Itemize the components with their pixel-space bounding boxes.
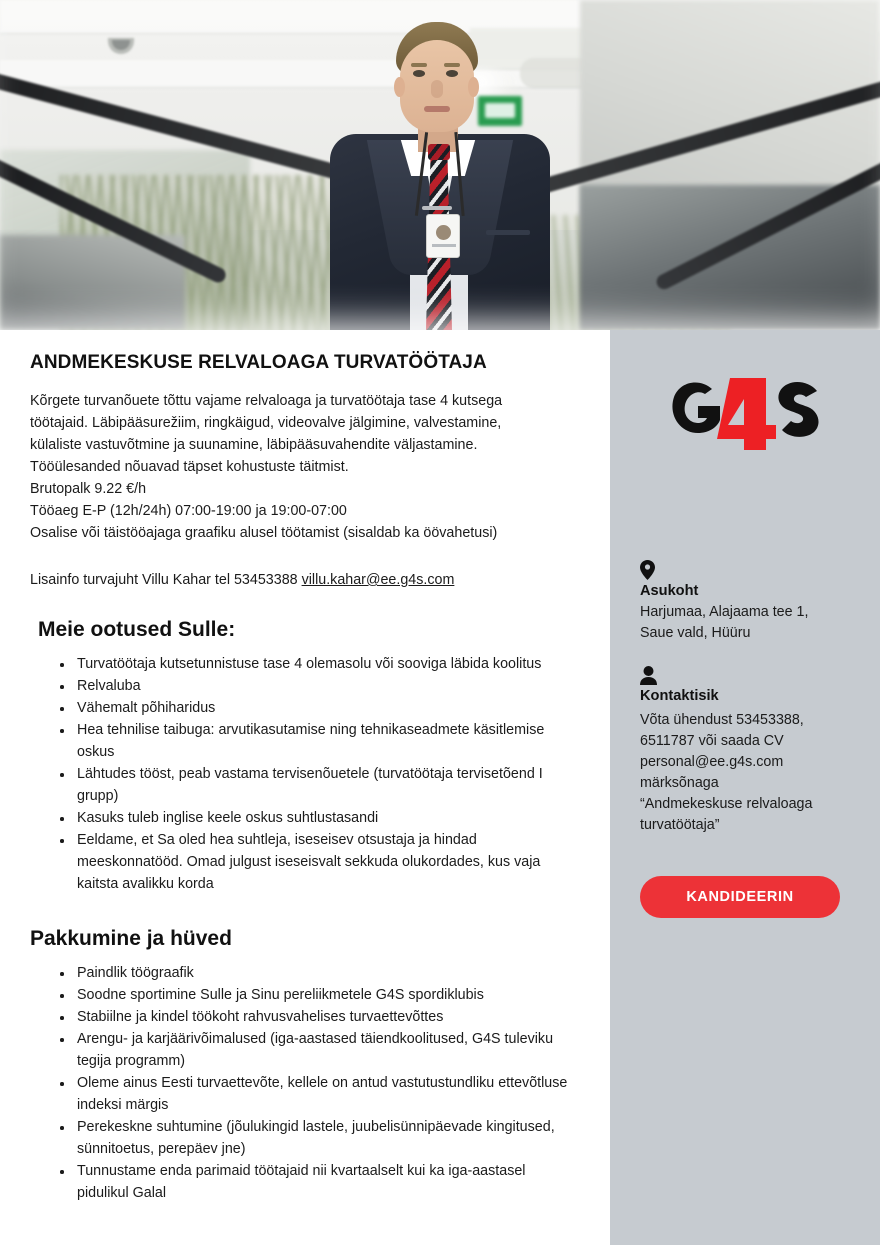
guard-ear (394, 77, 405, 97)
list-item: Eeldame, et Sa oled hea suhtleja, iseseisev otsustaja ja hindad meeskonnatööd. Omad julgust iseseisvalt sekkuda olukordades, kus vaja kaitsta avalikku korda (56, 829, 580, 895)
contact-line: Võta ühendust 53453388, (640, 712, 804, 728)
list-item: Kasuks tuleb inglise keele oskus suhtlustasandi (56, 807, 580, 829)
additional-info-text: Lisainfo turvajuht Villu Kahar tel 53453388 (30, 572, 302, 588)
guard-eyebrow (411, 63, 427, 67)
person-icon (640, 666, 657, 685)
hero-photo (0, 0, 880, 330)
list-item: Tunnustame enda parimaid töötajaid nii kvartaalselt kui ka iga-aastasel pidulikul Galal (56, 1160, 580, 1204)
intro-line: Kõrgete turvanõuete tõttu vajame relvaloaga ja turvatöötaja tase 4 kutsega (30, 393, 503, 409)
guard-tie-knot (428, 144, 450, 160)
contact-details (640, 710, 850, 836)
location-block (640, 560, 850, 644)
list-item: Stabiilne ja kindel töökoht rahvusvahelises turvaettevõttes (56, 1006, 580, 1028)
page-title: ANDMEKESKUSE RELVALOAGA TURVATÖÖTAJA (30, 352, 487, 373)
guard-mouth (424, 106, 450, 112)
list-item: Vähemalt põhiharidus (56, 697, 580, 719)
contact-email-link[interactable]: villu.kahar@ee.g4s.com (301, 572, 455, 588)
intro-paragraph (30, 390, 580, 544)
address-line: Saue vald, Hüüru (640, 625, 751, 641)
list-item: Paindlik töögraafik (56, 962, 580, 984)
additional-info-line (30, 569, 580, 591)
salary-line: Brutopalk 9.22 €/h (30, 481, 147, 497)
location-pin-icon (640, 560, 655, 580)
guard-jacket-pocket (486, 230, 530, 235)
guard-eyebrow (444, 63, 460, 67)
escalator-steps-right (580, 185, 880, 330)
list-item: Arengu- ja karjäärivõimalused (iga-aastased täiendkoolitused, G4S tuleviku tegija programm) (56, 1028, 580, 1072)
contact-block (640, 666, 850, 836)
hero-scene (0, 0, 880, 330)
guard-eye (413, 70, 425, 77)
benefits-list (56, 962, 580, 1204)
list-item: Perekeskne suhtumine (jõulukingid lastele, juubelisünnipäevade kingitused, sünnitoetus, perepäev jne) (56, 1116, 580, 1160)
intro-line: töötajaid. Läbipääsurežiim, ringkäigud, videovalve jälgimine, valvestamine, (30, 415, 502, 431)
content-area (0, 330, 880, 1245)
security-guard-figure (318, 22, 563, 330)
expectations-heading: Meie ootused Sulle: (38, 618, 236, 641)
sidebar (610, 330, 880, 1245)
list-item: Oleme ainus Eesti turvaettevõte, kellele on antud vastutustundliku ettevõtluse indeksi märgis (56, 1072, 580, 1116)
location-address (640, 602, 850, 644)
contact-line: turvatöötaja” (640, 817, 720, 833)
guard-eye (446, 70, 458, 77)
expectations-list (56, 653, 580, 895)
list-item: Soodne sportimine Sulle ja Sinu pereliikmetele G4S spordiklubis (56, 984, 580, 1006)
schedule-line: Osalise või täistööajaga graafiku alusel töötamist (sisaldab ka öövahetusi) (30, 525, 498, 541)
list-item: Relvaluba (56, 675, 580, 697)
list-item: Lähtudes tööst, peab vastama tervisenõuetele (turvatöötaja tervisetõend I grupp) (56, 763, 580, 807)
guard-tie-bar (422, 206, 452, 210)
intro-line: Tööülesanded nõuavad täpset kohustuste täitmist. (30, 459, 349, 475)
company-logo (640, 368, 850, 460)
guard-nose (431, 80, 443, 98)
guard-ear (468, 77, 479, 97)
g4s-logo-icon (670, 375, 820, 453)
intro-description (30, 390, 580, 544)
main-column (0, 330, 610, 1245)
contact-heading: Kontaktisik (640, 688, 719, 704)
working-hours-line: Tööaeg E-P (12h/24h) 07:00-19:00 ja 19:00-07:00 (30, 503, 347, 519)
list-item: Hea tehnilise taibuga: arvutikasutamise ning tehnikaseadmete käsitlemise oskus (56, 719, 580, 763)
guard-id-badge (426, 214, 460, 258)
apply-button[interactable]: KANDIDEERIN (640, 876, 840, 918)
contact-line: “Andmekeskuse relvaloaga (640, 796, 813, 812)
benefits-heading: Pakkumine ja hüved (30, 927, 232, 950)
contact-email-text: personal@ee.g4s.com (640, 754, 784, 770)
location-heading: Asukoht (640, 583, 699, 599)
contact-line: märksõnaga (640, 775, 719, 791)
intro-line: külaliste vastuvõtmine ja suunamine, läbipääsuvahendite väljastamine. (30, 437, 478, 453)
list-item: Turvatöötaja kutsetunnistuse tase 4 olemasolu või sooviga läbida koolitus (56, 653, 580, 675)
address-line: Harjumaa, Alajaama tee 1, (640, 604, 809, 620)
contact-line: 6511787 või saada CV (640, 733, 784, 749)
